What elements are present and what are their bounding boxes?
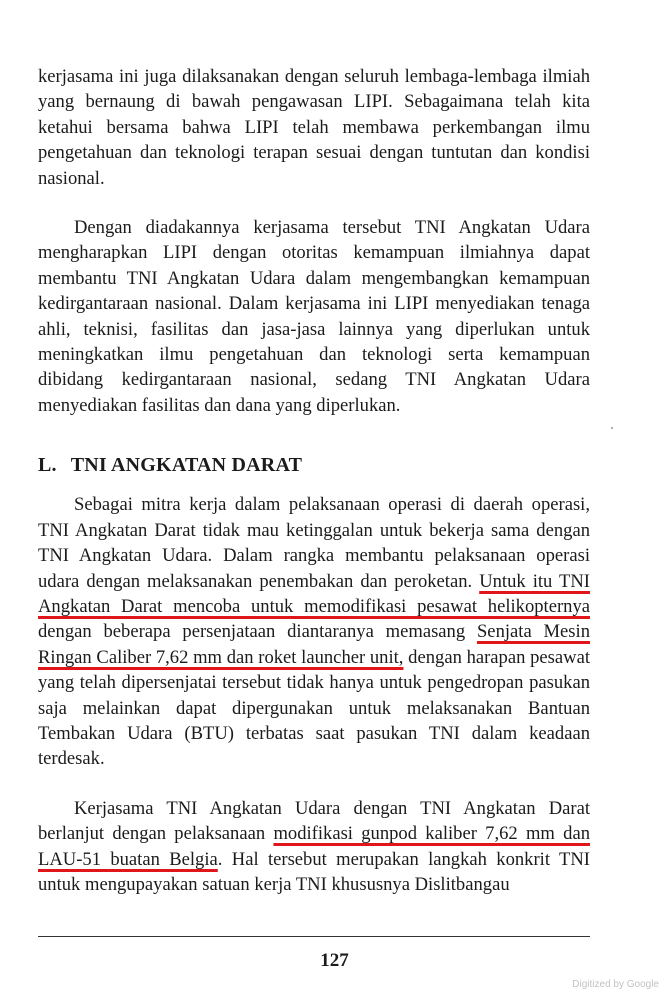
section-title: TNI ANGKATAN DARAT	[70, 454, 303, 477]
page-body	[38, 64, 590, 897]
underlined-highlight: modifikasi gunpod kaliber 7,62 mm dan LAU-51 buatan Belgia	[38, 823, 591, 870]
paragraph-gap	[38, 191, 590, 215]
underlined-highlight: Senjata Mesin Ringan Caliber 7,62 mm dan roket launcher unit,	[38, 621, 590, 668]
underlined-highlight: Untuk itu TNI Angkatan Darat mencoba untuk memodifikasi pesawat helikopternya	[38, 570, 590, 617]
paragraph-text: Kerjasama TNI Angkatan Udara dengan TNI Angkatan Darat berlanjut dengan pelaksanaan	[38, 797, 590, 845]
paragraph-lipi-cooperation: Dengan diadakannya kerjasama tersebut TNI Angkatan Udara mengharapkan LIPI dengan otoritas kemampuan ilmiahnya dapat membantu TNI Angkatan Udara dalam mengembangkan kemampuan kedirgantaraan nasional. Dalam kerjasama ini LIPI menyediakan tenaga ahli, teknisi, fasilitas dan jasa-jasa lainnya yang diperlukan untuk meningkatkan ilmu pengetahuan dan teknologi serta kemampuan dibidang kedirgantaraan nasional, sedang TNI Angkatan Udara menyediakan fasilitas dan dana yang diperlukan.	[38, 217, 590, 416]
digitized-watermark: Digitized by Google	[572, 979, 659, 990]
paragraph-text: dengan harapan pesawat yang telah dipersenjatai tersebut tidak hanya untuk pengedropan pasukan saja melainkan dapat dipergunakan untuk melaksanakan Bantuan Tembakan Udara (BTU) terbatas saat pasukan TNI dalam keadaan terdesak.	[38, 646, 590, 770]
paragraph-text: Sebagai mitra kerja dalam pelaksanaan operasi di daerah operasi, TNI Angkatan Darat tidak mau ketinggalan untuk bekerja sama dengan TNI Angkatan Udara. Dalam rangka membantu pelaksanaan operasi udara dengan melaksanakan penembakan dan peroketan.	[38, 494, 590, 592]
paragraph-text: . Hal tersebut merupakan langkah konkrit TNI untuk mengupayakan satuan kerja TNI khususnya Dislitbangau	[38, 848, 590, 895]
section-gap	[38, 418, 590, 452]
scan-speck	[611, 427, 613, 429]
footer-rule	[38, 936, 590, 937]
section-letter: L.	[38, 454, 57, 477]
paragraph-gunpod-modification	[38, 796, 590, 898]
page-number: 127	[320, 950, 349, 971]
paragraph-continuation: kerjasama ini juga dilaksanakan dengan seluruh lembaga-lembaga ilmiah yang bernaung di bawah pengawasan LIPI. Sebagaimana telah kita ketahui bersama bahwa LIPI telah membawa perkembangan ilmu pengetahuan dan teknologi terapan sesuai dengan tuntutan dan kondisi nasional.	[38, 66, 590, 189]
paragraph-gap	[38, 772, 590, 796]
heading-gap	[38, 478, 590, 492]
paragraph-text: dengan beberapa persenjataan diantaranya memasang	[38, 621, 477, 643]
section-heading	[38, 452, 590, 478]
paragraph-army-cooperation	[38, 492, 590, 771]
